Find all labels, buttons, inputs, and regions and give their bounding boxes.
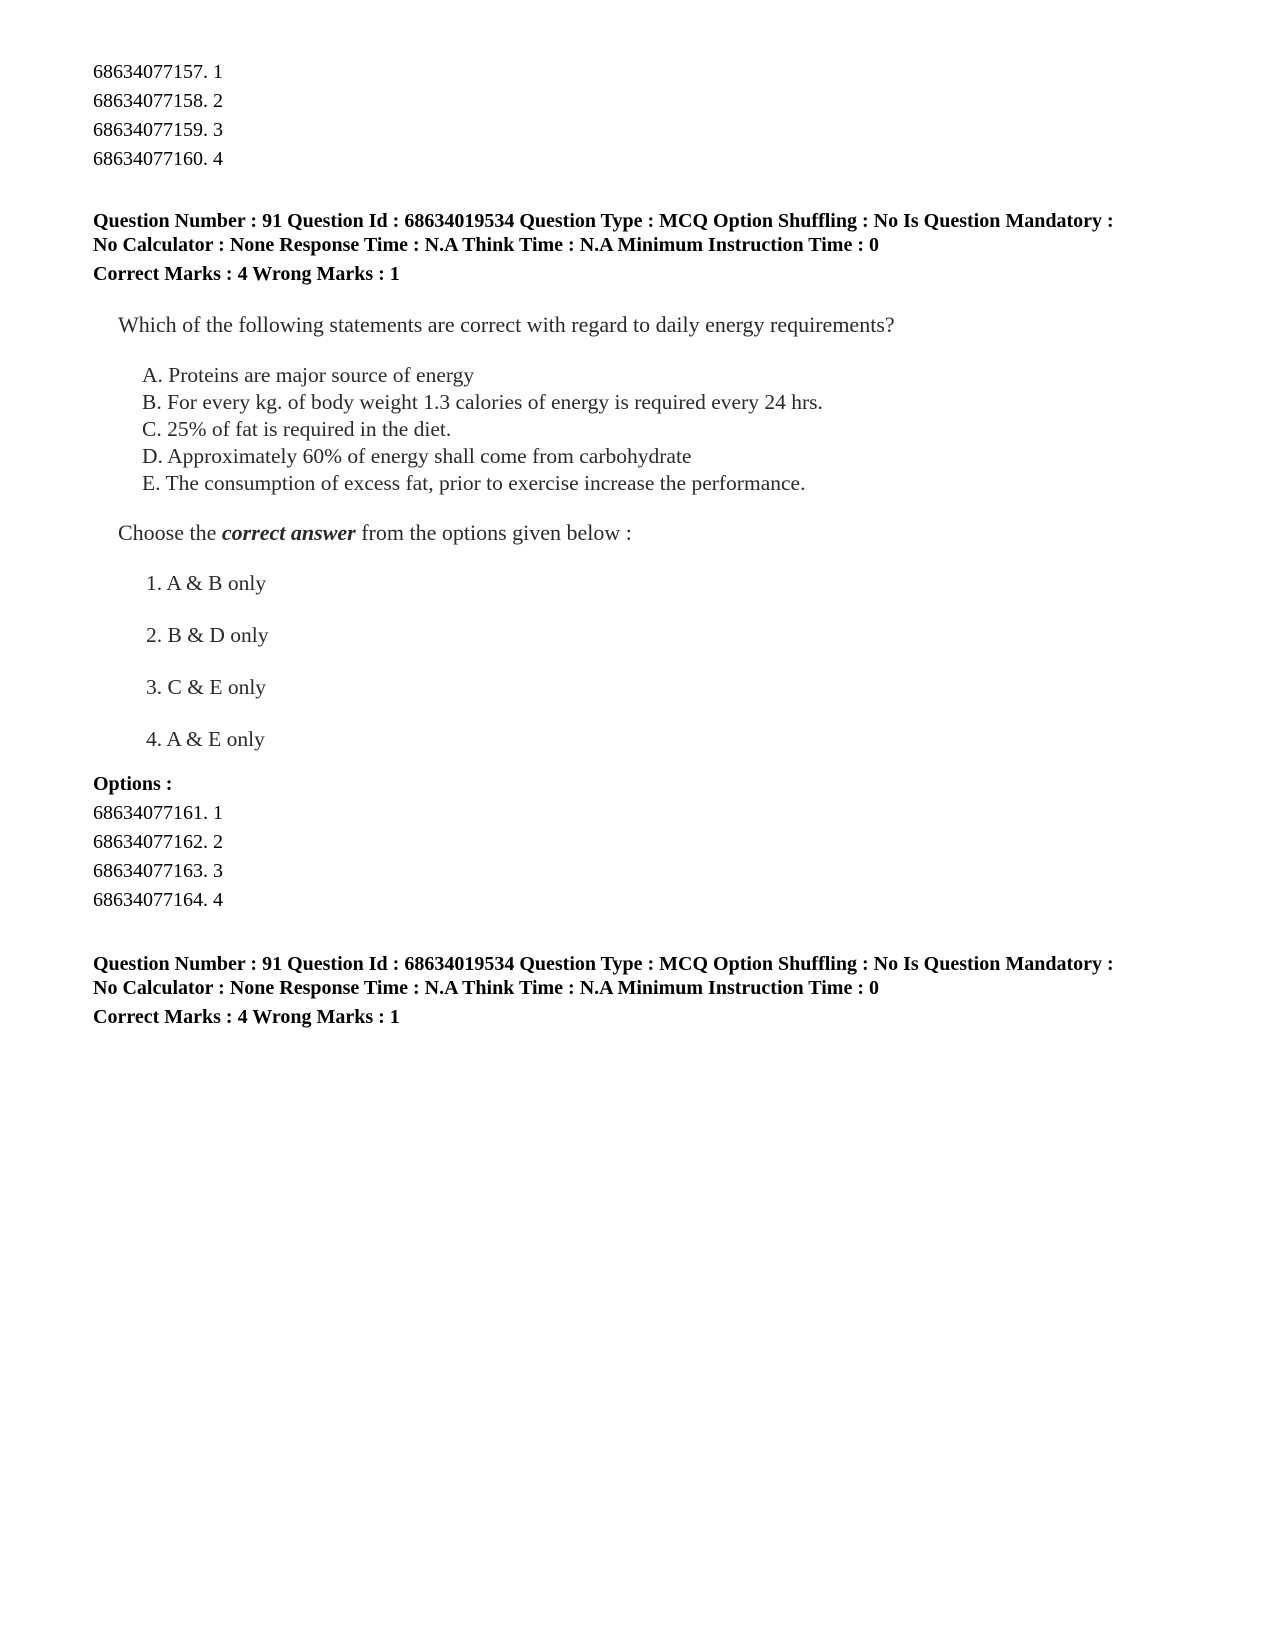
answer-choice: 3. C & E only [146, 675, 267, 699]
question-marks: Correct Marks : 4 Wrong Marks : 1 [93, 1006, 400, 1028]
answer-choice: 2. B & D only [146, 623, 269, 647]
choose-prefix: Choose the [118, 520, 222, 545]
choose-instruction [118, 520, 632, 546]
answer-choice: 4. A & E only [146, 727, 265, 751]
option-row: 68634077157. 1 [93, 61, 223, 83]
choose-emphasis: correct answer [221, 520, 356, 545]
question-meta-line: No Calculator : None Response Time : N.A Think Time : N.A Minimum Instruction Time : 0 [93, 976, 879, 999]
statement-item: B. For every kg. of body weight 1.3 calories of energy is required every 24 hrs. [142, 390, 823, 414]
option-row: 68634077158. 2 [93, 90, 223, 112]
answer-choice: 1. A & B only [146, 571, 267, 595]
option-row: 68634077159. 3 [93, 119, 223, 141]
option-row: 68634077160. 4 [93, 148, 223, 170]
previous-options-list [93, 58, 223, 174]
statement-list [142, 362, 823, 497]
option-row: 68634077163. 3 [93, 860, 223, 882]
answer-choice-list [146, 570, 268, 778]
option-row: 68634077162. 2 [93, 831, 223, 853]
question-meta [93, 953, 1213, 1030]
statement-item: A. Proteins are major source of energy [142, 363, 475, 387]
option-row: 68634077164. 4 [93, 889, 223, 911]
question-marks: Correct Marks : 4 Wrong Marks : 1 [93, 263, 400, 285]
question-meta [93, 210, 1213, 287]
option-row: 68634077161. 1 [93, 802, 223, 824]
question-meta-line: No Calculator : None Response Time : N.A Think Time : N.A Minimum Instruction Time : 0 [93, 233, 879, 256]
statement-item: C. 25% of fat is required in the diet. [142, 417, 452, 441]
question-meta-line: Question Number : 91 Question Id : 68634019534 Question Type : MCQ Option Shuffling : No Is Question Mandatory : [93, 210, 1114, 232]
choose-suffix: from the options given below : [355, 520, 632, 545]
question-stem: Which of the following statements are correct with regard to daily energy requirements? [118, 312, 895, 337]
options-heading: Options : [93, 773, 173, 795]
statement-item: D. Approximately 60% of energy shall come from carbohydrate [142, 444, 692, 468]
question-body-image [118, 312, 978, 782]
statement-item: E. The consumption of excess fat, prior to exercise increase the performance. [142, 471, 806, 495]
question-meta-line: Question Number : 91 Question Id : 68634019534 Question Type : MCQ Option Shuffling : No Is Question Mandatory : [93, 953, 1114, 975]
options-list [93, 770, 223, 915]
